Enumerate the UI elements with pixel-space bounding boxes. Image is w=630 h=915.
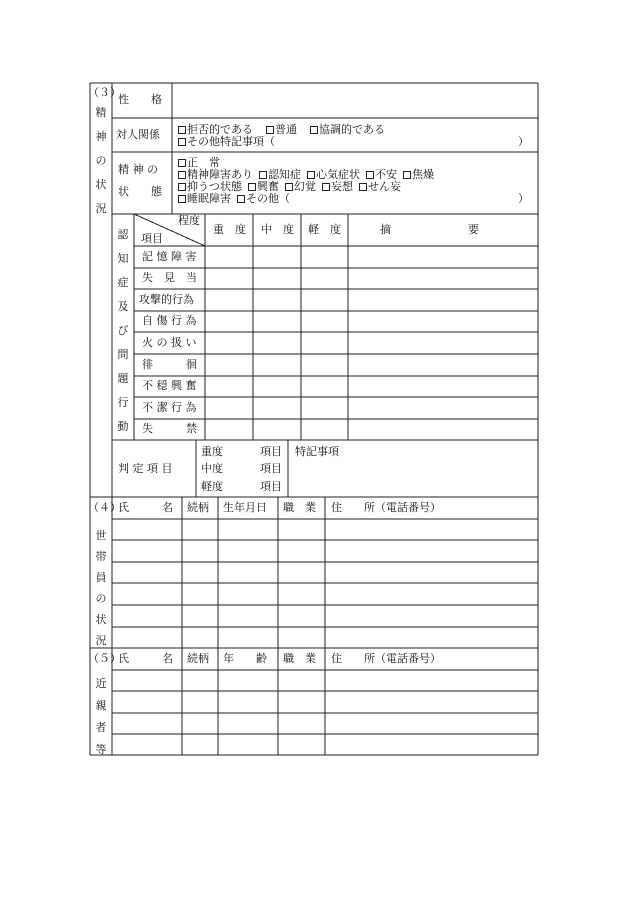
item-aggression: 攻撃的行為 [139, 293, 194, 306]
mental-row-4 [178, 193, 290, 204]
item-self-harm: 自 傷 行 為 [142, 314, 197, 327]
relations-option-cooperative[interactable]: 協調的である [310, 123, 385, 136]
header-severe: 重 度 [213, 223, 246, 236]
item-disorientation: 失 見 当 [142, 271, 197, 284]
relations-label: 対人関係 [116, 128, 160, 141]
header-moderate: 中 度 [261, 223, 294, 236]
section4-number: （４） [88, 501, 121, 514]
checkbox[interactable] [259, 171, 267, 179]
relations-option-refusal[interactable]: 拒否的である [178, 123, 253, 136]
mental-option-disorder[interactable]: 精神障害あり [178, 168, 253, 181]
item-wandering: 徘 徊 [142, 358, 197, 371]
checkbox[interactable] [266, 126, 274, 134]
mental-option-sleep[interactable]: 睡眠障害 [178, 192, 231, 205]
mental-option-agitation[interactable]: 焦燥 [403, 168, 434, 181]
judgement-moderate-unit: 項目 [260, 462, 282, 475]
mental-option-dementia[interactable]: 認知症 [259, 168, 301, 181]
relations-option-normal[interactable]: 普通 [266, 123, 297, 136]
section5-number: （５） [88, 652, 121, 665]
s5-header-relation: 続柄 [187, 652, 209, 665]
item-unclean: 不 潔 行 為 [142, 401, 197, 414]
header-degree: 程度 [178, 214, 200, 227]
checkbox[interactable] [237, 195, 245, 203]
checkbox[interactable] [285, 183, 293, 191]
s4-header-relation: 続柄 [187, 501, 209, 514]
checkbox[interactable] [403, 171, 411, 179]
mental-row-1 [178, 157, 220, 168]
mental-close-paren: ） [518, 192, 529, 205]
judgement-label: 判 定 項 目 [118, 462, 173, 475]
checkbox[interactable] [178, 195, 186, 203]
mental-state-label-1: 精 神 の [118, 163, 158, 176]
s5-header-occupation: 職 業 [283, 652, 316, 665]
mental-option-delirium[interactable]: せん妄 [359, 180, 401, 193]
judgement-mild-unit: 項目 [260, 480, 282, 493]
mental-option-anxiety[interactable]: 不安 [366, 168, 397, 181]
header-mild: 軽 度 [308, 223, 341, 236]
mental-row-3 [178, 181, 401, 192]
checkbox[interactable] [178, 126, 186, 134]
section3-number: （３） [88, 86, 121, 99]
personality-field[interactable] [173, 84, 537, 117]
checkbox[interactable] [310, 126, 318, 134]
mental-option-depression[interactable]: 抑うつ状態 [178, 180, 242, 193]
relations-other[interactable]: その他特記事項（ [178, 136, 275, 147]
mental-option-delusion[interactable]: 妄想 [322, 180, 353, 193]
mental-state-label-2: 状 態 [118, 185, 162, 198]
checkbox[interactable] [178, 171, 186, 179]
checkbox[interactable] [307, 171, 315, 179]
checkbox[interactable] [178, 183, 186, 191]
mental-option-normal[interactable]: 正 常 [178, 156, 220, 169]
personality-label: 性 格 [118, 93, 162, 106]
checkbox[interactable] [366, 171, 374, 179]
item-incontinence: 失 禁 [142, 422, 197, 435]
mental-option-hypochondria[interactable]: 心気症状 [307, 168, 360, 181]
s5-header-age: 年 齢 [223, 652, 267, 665]
special-notes-label: 特記事項 [295, 445, 339, 458]
s5-header-address: 住 所（電話番号） [331, 652, 441, 665]
mental-option-hallucination[interactable]: 幻覚 [285, 180, 316, 193]
checkbox[interactable] [178, 138, 186, 146]
s5-header-name: 氏 名 [118, 652, 173, 665]
mental-option-excitement[interactable]: 興奮 [248, 180, 279, 193]
mental-row-2 [178, 169, 434, 180]
item-fire: 火 の 扱 い [142, 336, 197, 349]
checkbox[interactable] [248, 183, 256, 191]
s4-header-name: 氏 名 [118, 501, 173, 514]
mental-option-other[interactable]: その他（ [237, 192, 290, 205]
judgement-severe-unit: 項目 [260, 445, 282, 458]
item-memory: 記 憶 障 害 [142, 250, 197, 263]
relations-options [178, 124, 385, 135]
checkbox[interactable] [359, 183, 367, 191]
header-item: 項目 [141, 232, 163, 245]
judgement-mild-level: 軽度 [201, 480, 223, 493]
judgement-severe-level: 重度 [201, 445, 223, 458]
header-summary: 摘 要 [380, 223, 479, 236]
judgement-moderate-level: 中度 [201, 462, 223, 475]
checkbox[interactable] [178, 159, 186, 167]
relations-close-paren: ） [518, 135, 529, 148]
s4-header-occupation: 職 業 [283, 501, 316, 514]
s4-header-address: 住 所（電話番号） [331, 501, 441, 514]
checkbox[interactable] [322, 183, 330, 191]
s4-header-birthdate: 生年月日 [223, 501, 267, 514]
item-restless: 不 穏 興 奮 [142, 379, 197, 392]
